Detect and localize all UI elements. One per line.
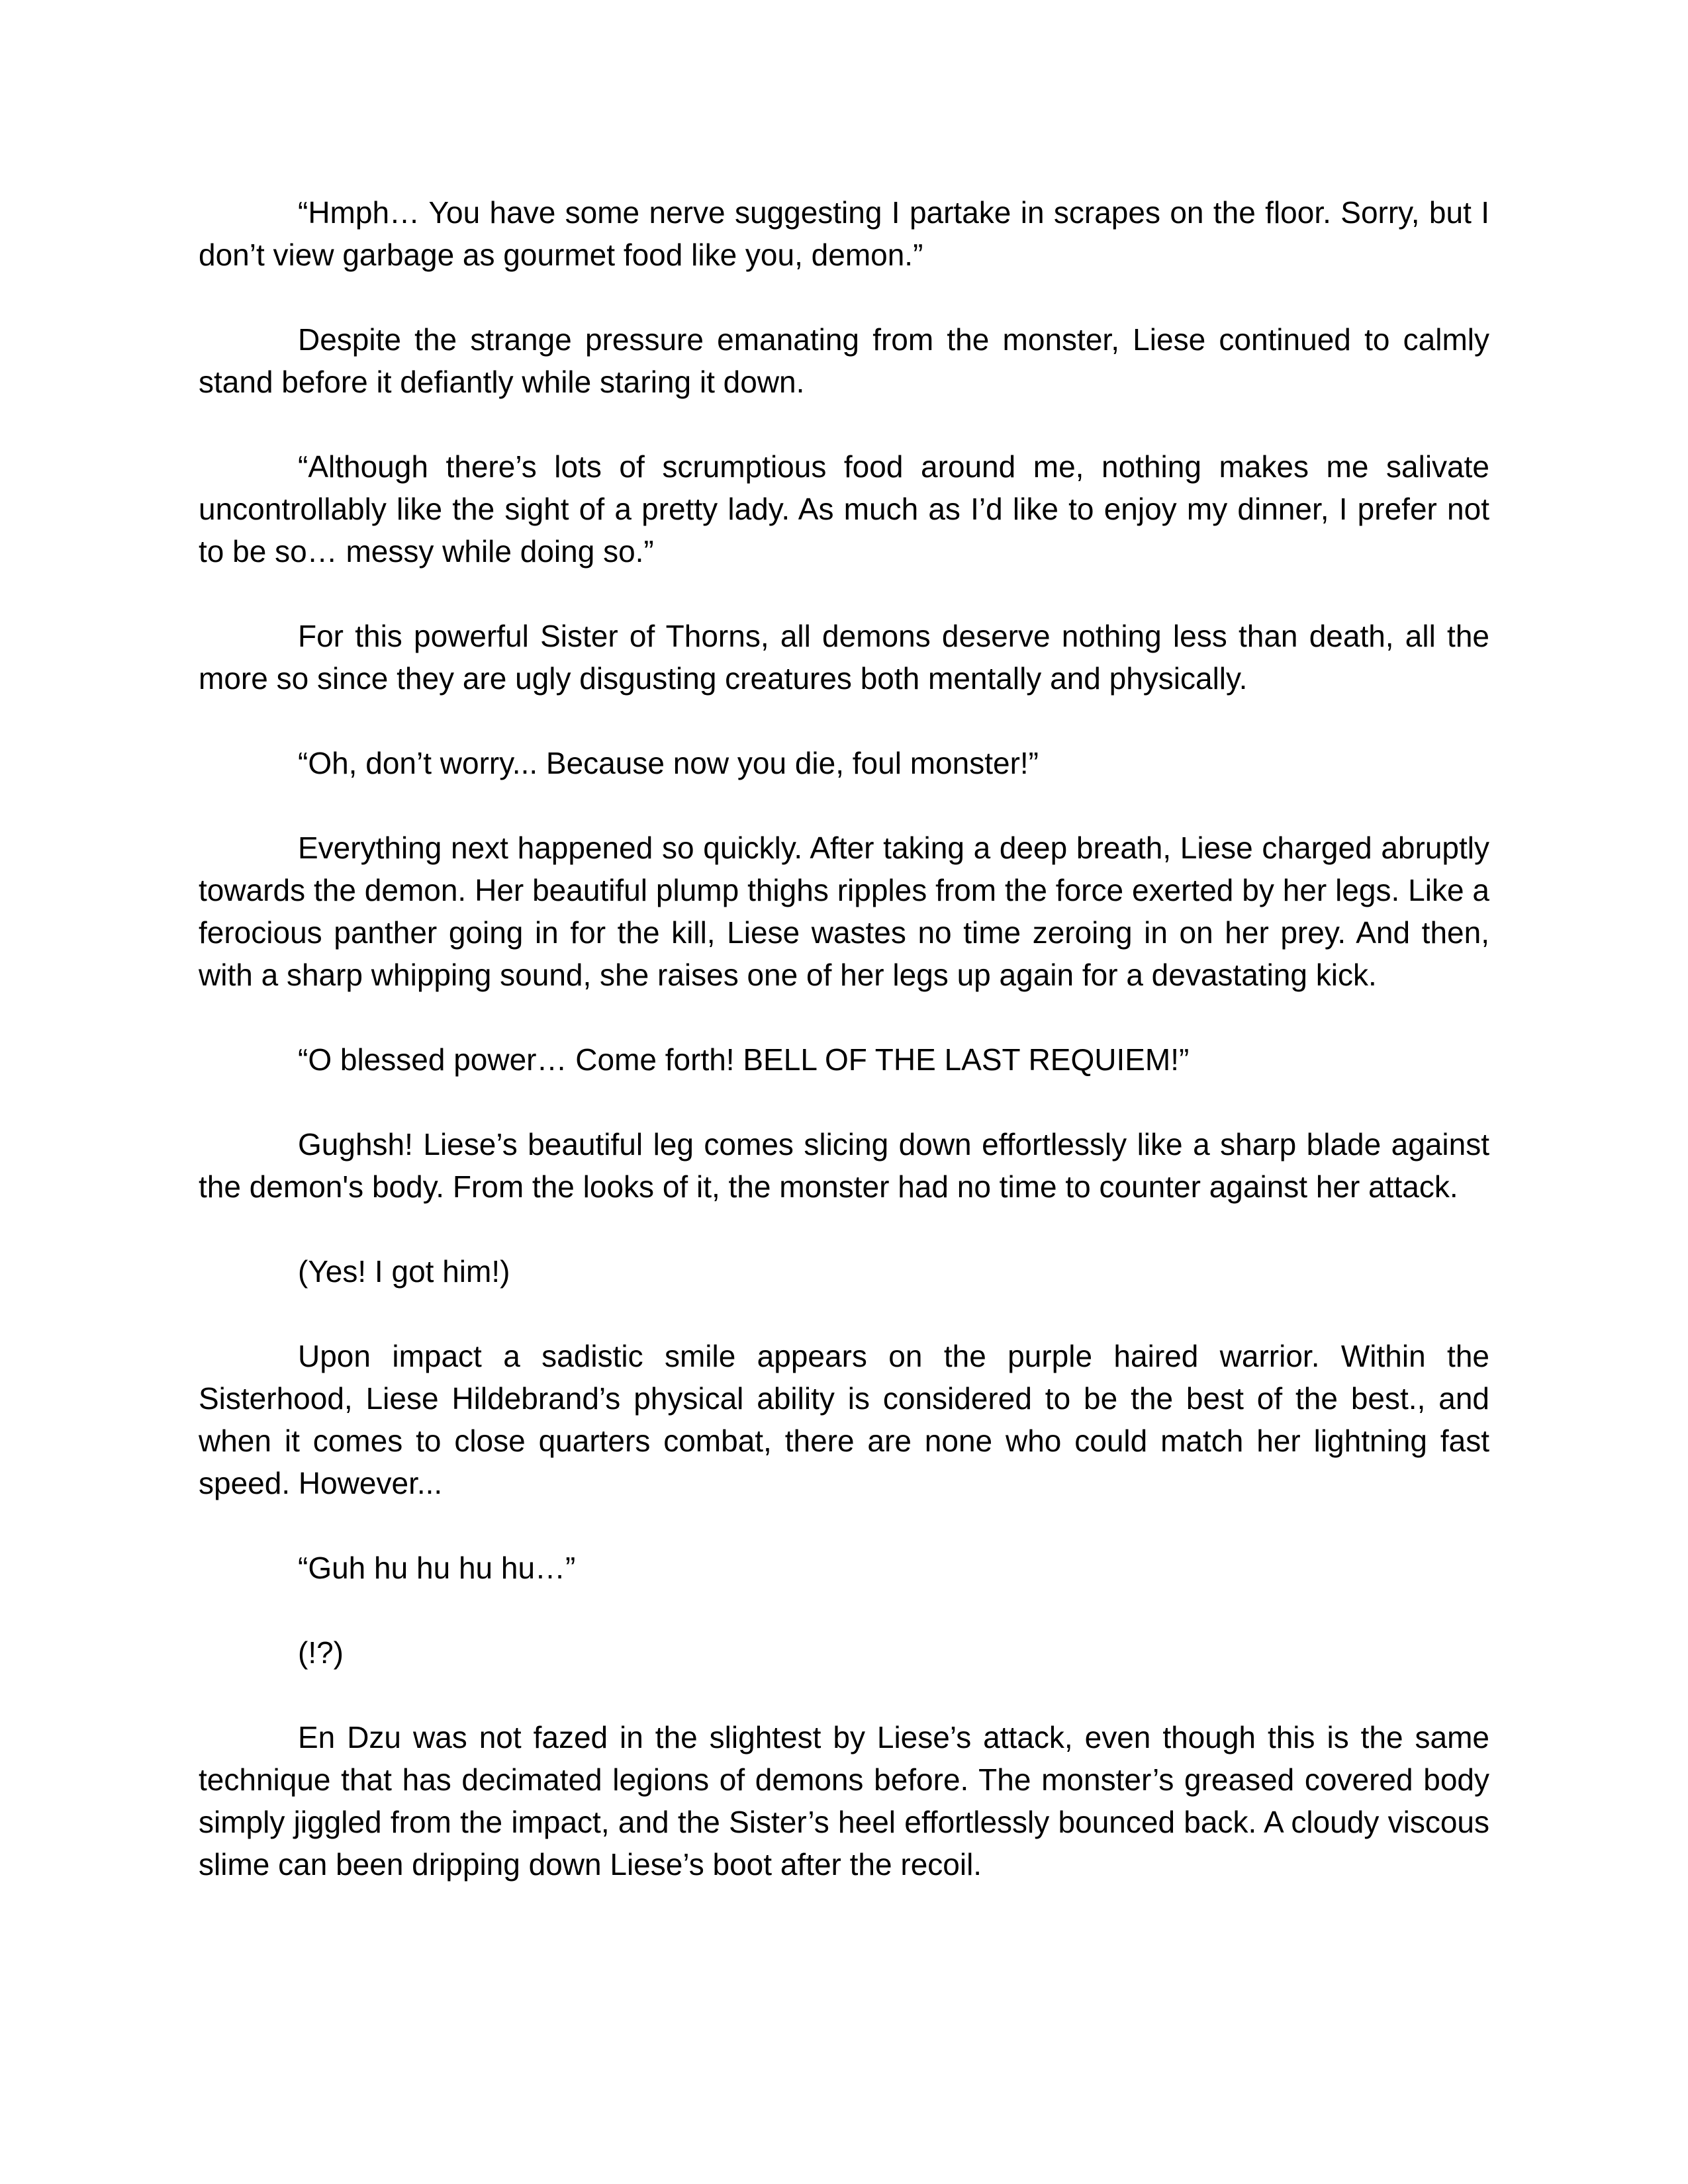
paragraph: Upon impact a sadistic smile appears on the purple haired warrior. Within the Sisterhood, Liese Hildebrand’s physical ability is considered to be the best of the best., and when it comes to close quarters combat, there are none who could match her lightning fast speed. However... [199,1339,1489,1500]
paragraph: “Although there’s lots of scrumptious food around me, nothing makes me salivate uncontrollably like the sight of a pretty lady. As much as I’d like to enjoy my dinner, I prefer not to be so… messy while doing so.” [199,449,1489,569]
paragraph: “O blessed power… Come forth! BELL OF THE LAST REQUIEM!” [298,1042,1190,1077]
paragraph: For this powerful Sister of Thorns, all demons deserve nothing less than death, all the more so since they are ugly disgusting creatures both mentally and physically. [199,619,1489,696]
paragraph: “Guh hu hu hu hu…” [298,1551,576,1585]
paragraph: Despite the strange pressure emanating from the monster, Liese continued to calmly stand before it defiantly while staring it down. [199,322,1489,399]
paragraph: Gughsh! Liese’s beautiful leg comes slicing down effortlessly like a sharp blade against the demon's body. From the looks of it, the monster had no time to counter against her attack. [199,1127,1489,1204]
paragraph: (Yes! I got him!) [298,1254,510,1289]
paragraph: (!?) [298,1635,344,1670]
paragraph: “Oh, don’t worry... Because now you die, foul monster!” [298,746,1039,780]
paragraph: Everything next happened so quickly. After taking a deep breath, Liese charged abruptly towards the demon. Her beautiful plump thighs ripples from the force exerted by her legs. Like a ferocious panther going in for the kill, Liese wastes no time zeroing in on her prey. And then, with a sharp whipping sound, she raises one of her legs up again for a devastating kick. [199,831,1489,992]
paragraph: “Hmph… You have some nerve suggesting I partake in scrapes on the floor. Sorry, but I don’t view garbage as gourmet food like you, demon.” [199,195,1489,272]
paragraph: En Dzu was not fazed in the slightest by Liese’s attack, even though this is the same technique that has decimated legions of demons before. The monster’s greased covered body simply jiggled from the impact, and the Sister’s heel effortlessly bounced back. A cloudy viscous slime can been dripping down Liese’s boot after the recoil. [199,1720,1489,1882]
